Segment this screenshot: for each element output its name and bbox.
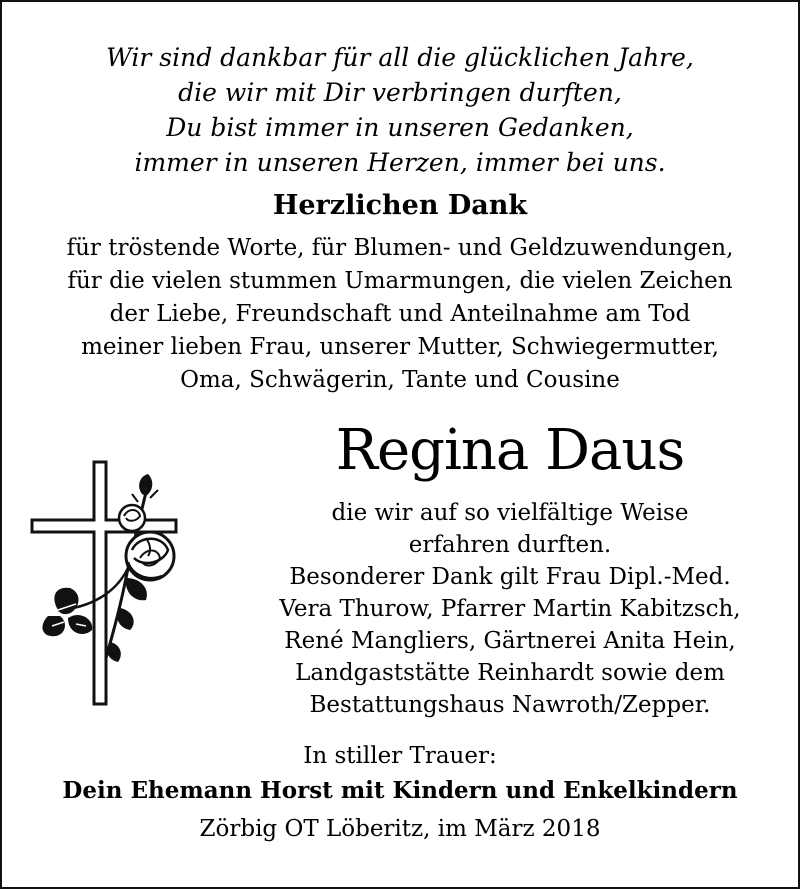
ack-line: Bestattungshaus Nawroth/Zepper.	[309, 692, 711, 718]
cross-with-rose-icon	[28, 458, 188, 723]
poem-line: immer in unseren Herzen, immer bei uns.	[134, 148, 666, 177]
mourning-label: In stiller Trauer:	[303, 743, 497, 769]
thanks-text	[0, 232, 800, 397]
ack-line: Besonderer Dank gilt Frau Dipl.-Med.	[289, 564, 731, 590]
poem-line: Wir sind dankbar für all die glücklichen Jahre,	[106, 43, 694, 72]
signers: Dein Ehemann Horst mit Kindern und Enkelkindern	[62, 777, 738, 804]
thanks-line: meiner lieben Frau, unserer Mutter, Schwiegermutter,	[81, 334, 719, 360]
ack-line: Landgaststätte Reinhardt sowie dem	[295, 660, 725, 686]
thanks-line: für die vielen stummen Umarmungen, die vielen Zeichen	[67, 268, 733, 294]
ack-line: die wir auf so vielfältige Weise	[331, 500, 689, 526]
ack-line: Vera Thurow, Pfarrer Martin Kabitzsch,	[279, 596, 741, 622]
thanks-line: Oma, Schwägerin, Tante und Cousine	[180, 367, 620, 393]
thanks-line: für tröstende Worte, für Blumen- und Geldzuwendungen,	[66, 235, 734, 261]
thanks-line: der Liebe, Freundschaft und Anteilnahme am Tod	[109, 301, 691, 327]
deceased-name: Regina Daus	[335, 418, 685, 483]
thanks-heading: Herzlichen Dank	[272, 190, 528, 221]
acknowledgement-text	[245, 497, 775, 721]
ack-line: René Mangliers, Gärtnerei Anita Hein,	[284, 628, 736, 654]
place-date: Zörbig OT Löberitz, im März 2018	[199, 816, 601, 842]
poem-line: Du bist immer in unseren Gedanken,	[166, 113, 634, 142]
ack-line: erfahren durften.	[408, 532, 612, 558]
poem	[0, 40, 800, 180]
poem-line: die wir mit Dir verbringen durften,	[178, 78, 622, 107]
